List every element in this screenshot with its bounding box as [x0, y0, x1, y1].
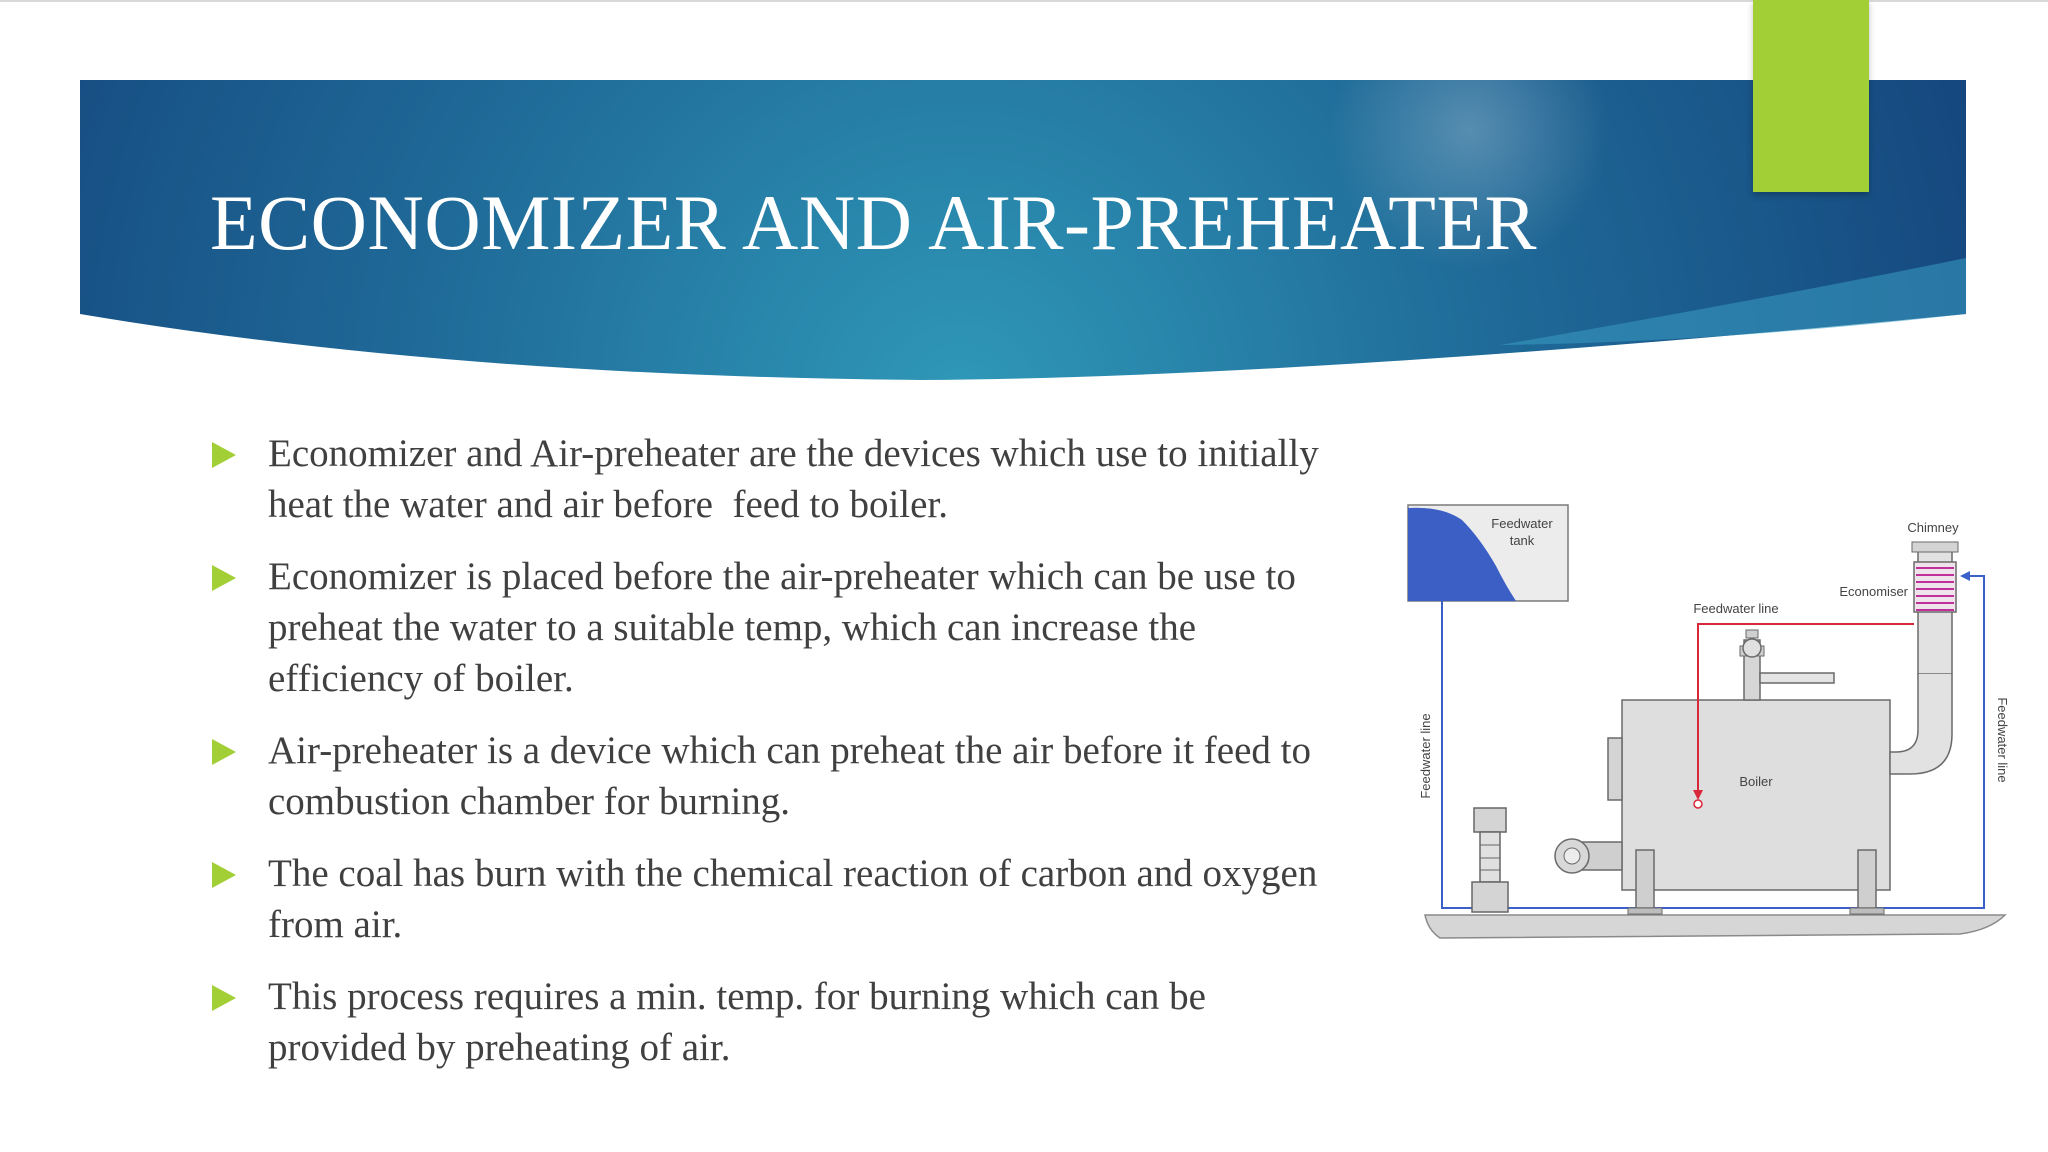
inlet-marker: [1694, 800, 1702, 808]
triangle-bullet-icon: [210, 848, 268, 888]
valve: [1740, 630, 1834, 700]
bullet-text: The coal has burn with the chemical reaction of carbon and oxygen from air.: [268, 852, 1328, 946]
bullet-text: Economizer is placed before the air-preheater which can be use to preheat the water to a suitable temp, which can increase the efficiency of boiler.: [268, 555, 1306, 700]
slide-title: ECONOMIZER AND AIR-PREHEATER: [210, 179, 1538, 266]
bullet-item: [210, 848, 1330, 950]
feedwater-line-label-left: Feedwater line: [1418, 713, 1433, 799]
bullet-item: [210, 551, 1330, 704]
arrow-icon: [1960, 571, 1970, 581]
triangle-bullet-icon: [210, 551, 268, 591]
boiler-system-diagram: [1400, 490, 2020, 970]
feedwater-tank: [1408, 505, 1568, 601]
bullet-item: [210, 971, 1330, 1073]
accent-tab: [1753, 0, 1869, 192]
tank-label: Feedwater: [1491, 516, 1553, 531]
feedwater-line-label-top: Feedwater line: [1693, 601, 1779, 616]
triangle-bullet-icon: [210, 971, 268, 1011]
boiler-label: Boiler: [1739, 774, 1773, 789]
tank-label-2: tank: [1509, 533, 1535, 548]
bullet-text: Economizer and Air-preheater are the devices which use to initially heat the water and air before feed to boiler.: [268, 432, 1329, 526]
feedwater-line-label-right: Feedwater line: [1995, 697, 2010, 783]
ground: [1425, 915, 2005, 938]
chimney-label: Chimney: [1907, 520, 1959, 535]
boiler: [1555, 700, 1890, 914]
pump: [1472, 808, 1508, 912]
bullet-item: [210, 428, 1330, 530]
bullet-item: [210, 725, 1330, 827]
economiser-label: Economiser: [1839, 584, 1908, 599]
triangle-bullet-icon: [210, 725, 268, 765]
bullet-text: Air-preheater is a device which can preheat the air before it feed to combustion chamber for burning.: [268, 729, 1321, 823]
triangle-bullet-icon: [210, 428, 268, 468]
bullet-text: This process requires a min. temp. for burning which can be provided by preheating of air.: [268, 975, 1216, 1069]
bullet-list: [210, 428, 1330, 1094]
